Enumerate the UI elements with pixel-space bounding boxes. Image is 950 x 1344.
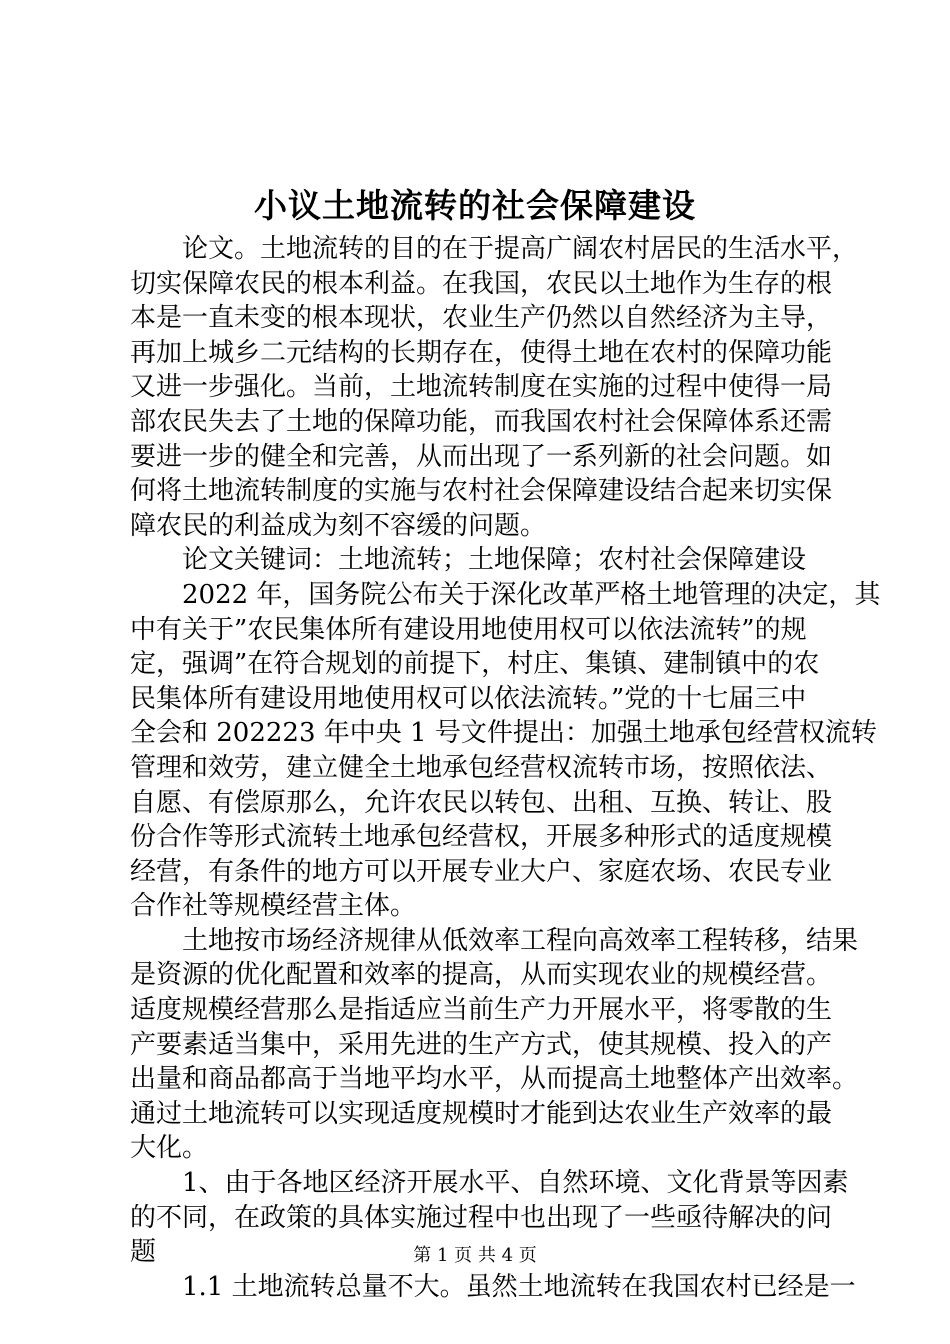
document-title: 小议土地流转的社会保障建设 xyxy=(254,186,696,225)
text-line: 要进一步的健全和完善，从而出现了一系列新的社会问题。如 xyxy=(130,441,833,472)
text-line: 2022 年，国务院公布关于深化改革严格土地管理的决定，其 xyxy=(182,579,881,610)
text-line: 题 xyxy=(130,1237,157,1268)
text-line: 大化。 xyxy=(130,1133,209,1164)
paragraph-policy xyxy=(130,578,881,924)
text-line: 中有关于”农民集体所有建设用地使用权可以依法流转”的规 xyxy=(130,614,807,645)
text-line: 通过土地流转可以实现适度规模时才能到达农业生产效率的最 xyxy=(130,1098,833,1129)
text-line: 自愿、有偿原那么，允许农民以转包、出租、互换、转让、股 xyxy=(130,787,833,818)
text-line: 再加上城乡二元结构的长期存在，使得土地在农村的保障功能 xyxy=(130,337,833,368)
text-line: 本是一直未变的根本现状，农业生产仍然以自然经济为主导， xyxy=(130,303,833,334)
text-line: 何将土地流转制度的实施与农村社会保障建设结合起来切实保 xyxy=(130,476,833,507)
text-line: 份合作等形式流转土地承包经营权，开展多种形式的适度规模 xyxy=(130,822,833,853)
text-line: 1.1 土地流转总量不大。虽然土地流转在我国农村已经是一 xyxy=(182,1271,856,1302)
text-line: 定，强调”在符合规划的前提下，村庄、集镇、建制镇中的农 xyxy=(130,649,820,680)
text-line: 产要素适当集中，采用先进的生产方式，使其规模、投入的产 xyxy=(130,1029,833,1060)
text-line: 论文关键词：土地流转；土地保障；农村社会保障建设 xyxy=(182,545,807,576)
document-body xyxy=(130,232,881,1304)
text-line: 部农民失去了土地的保障功能，而我国农村社会保障体系还需 xyxy=(130,406,833,437)
text-line: 适度规模经营那么是指适应当前生产力开展水平，将零散的生 xyxy=(130,995,833,1026)
paragraph-market xyxy=(130,924,859,1166)
text-line: 1、由于各地区经济开展水平、自然环境、文化背景等因素 xyxy=(182,1168,849,1199)
text-line: 全会和 202223 年中央 1 号文件提出：加强土地承包经营权流转 xyxy=(130,718,877,749)
text-line: 又进一步强化。当前，土地流转制度在实施的过程中使得一局 xyxy=(130,372,833,403)
text-line: 是资源的优化配置和效率的提高，从而实现农业的规模经营。 xyxy=(130,960,833,991)
text-line: 切实保障农民的根本利益。在我国，农民以土地作为生存的根 xyxy=(130,268,833,299)
text-line: 土地按市场经济规律从低效率工程向高效率工程转移，结果 xyxy=(182,925,859,956)
text-line: 合作社等规模经营主体。 xyxy=(130,891,417,922)
text-line: 论文。土地流转的目的在于提高广阔农村居民的生活水平， xyxy=(182,234,859,264)
text-line: 经营，有条件的地方可以开展专业大户、家庭农场、农民专业 xyxy=(130,856,833,887)
paragraph-keywords xyxy=(130,543,842,578)
paragraph-abstract xyxy=(130,232,859,543)
text-line: 管理和效劳，建立健全土地承包经营权流转市场，按照依法、 xyxy=(130,752,833,783)
text-line: 障农民的利益成为刻不容缓的问题。 xyxy=(130,510,547,541)
text-line: 民集体所有建设用地使用权可以依法流转。”党的十七届三中 xyxy=(130,683,807,714)
text-line: 的不同，在政策的具体实施过程中也出现了一些亟待解决的问 xyxy=(130,1202,833,1233)
text-line: 出量和商品都高于当地平均水平，从而提高土地整体产出效率。 xyxy=(130,1064,859,1095)
paragraph-section-1-1 xyxy=(130,1270,856,1305)
page-number-footer: 第 1 页 共 4 页 xyxy=(413,1245,537,1266)
